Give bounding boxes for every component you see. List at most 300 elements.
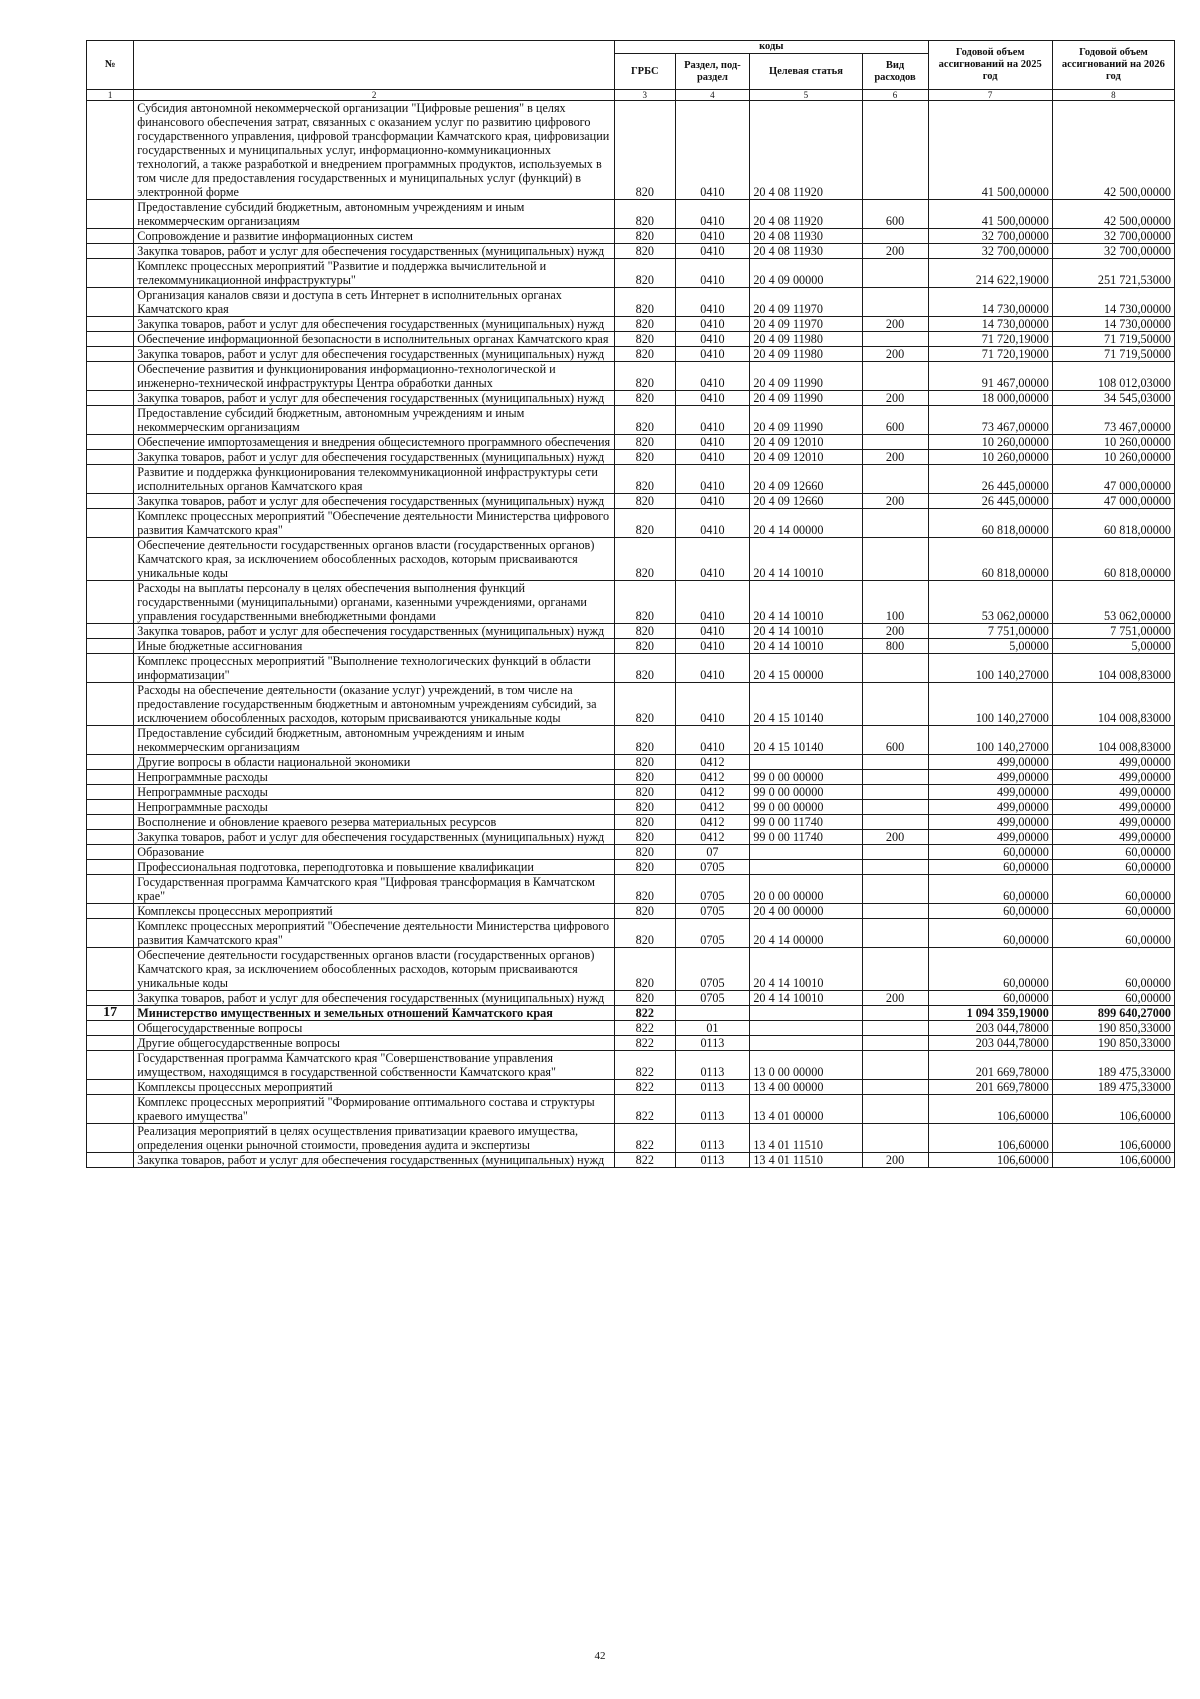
row-section: 0705 <box>675 948 750 991</box>
row-target: 20 4 09 00000 <box>750 259 862 288</box>
row-amount-2026: 60,00000 <box>1052 845 1174 860</box>
row-section: 0410 <box>675 654 750 683</box>
row-grbs: 822 <box>615 1006 676 1021</box>
row-grbs: 822 <box>615 1021 676 1036</box>
row-name: Закупка товаров, работ и услуг для обеспечения государственных (муниципальных) нужд <box>134 830 615 845</box>
row-number <box>87 904 134 919</box>
header-amount-2026: Годовой объем ассигнований на 2026 год <box>1052 41 1174 90</box>
row-name: Закупка товаров, работ и услуг для обеспечения государственных (муниципальных) нужд <box>134 391 615 406</box>
row-target: 20 4 14 10010 <box>750 991 862 1006</box>
row-amount-2026: 10 260,00000 <box>1052 450 1174 465</box>
table-row <box>87 1051 1175 1080</box>
table-row <box>87 860 1175 875</box>
row-number <box>87 639 134 654</box>
row-name: Образование <box>134 845 615 860</box>
row-target: 20 4 09 11990 <box>750 406 862 435</box>
row-expense-type <box>862 332 928 347</box>
row-grbs: 822 <box>615 1080 676 1095</box>
row-amount-2026: 190 850,33000 <box>1052 1021 1174 1036</box>
header-grbs: ГРБС <box>615 54 676 90</box>
table-row <box>87 683 1175 726</box>
table-row <box>87 406 1175 435</box>
row-amount-2026: 499,00000 <box>1052 770 1174 785</box>
row-target: 20 4 09 12010 <box>750 450 862 465</box>
row-name: Другие вопросы в области национальной экономики <box>134 755 615 770</box>
row-target <box>750 1036 862 1051</box>
row-number <box>87 435 134 450</box>
row-target: 99 0 00 00000 <box>750 770 862 785</box>
header-name <box>134 41 615 90</box>
row-amount-2025: 499,00000 <box>928 785 1052 800</box>
row-section: 0410 <box>675 347 750 362</box>
row-section: 0412 <box>675 770 750 785</box>
row-grbs: 820 <box>615 770 676 785</box>
row-target: 20 4 09 12660 <box>750 465 862 494</box>
table-row <box>87 830 1175 845</box>
row-number <box>87 406 134 435</box>
table-row <box>87 362 1175 391</box>
row-amount-2026: 899 640,27000 <box>1052 1006 1174 1021</box>
row-number <box>87 362 134 391</box>
table-row <box>87 875 1175 904</box>
row-target: 20 4 14 00000 <box>750 509 862 538</box>
row-amount-2026: 71 719,50000 <box>1052 332 1174 347</box>
row-amount-2025: 499,00000 <box>928 815 1052 830</box>
table-row <box>87 845 1175 860</box>
row-amount-2026: 104 008,83000 <box>1052 654 1174 683</box>
table-row <box>87 785 1175 800</box>
row-grbs: 820 <box>615 332 676 347</box>
row-grbs: 820 <box>615 450 676 465</box>
row-amount-2026: 104 008,83000 <box>1052 683 1174 726</box>
row-target: 20 4 09 11980 <box>750 332 862 347</box>
row-target: 20 4 08 11930 <box>750 244 862 259</box>
row-grbs: 820 <box>615 581 676 624</box>
row-section: 0113 <box>675 1124 750 1153</box>
row-number <box>87 875 134 904</box>
row-name: Предоставление субсидий бюджетным, автономным учреждениям и иным некоммерческим организациям <box>134 406 615 435</box>
row-amount-2025: 60 818,00000 <box>928 538 1052 581</box>
row-expense-type: 200 <box>862 1153 928 1168</box>
row-grbs: 820 <box>615 200 676 229</box>
row-target <box>750 1021 862 1036</box>
table-row <box>87 1021 1175 1036</box>
row-amount-2025: 26 445,00000 <box>928 465 1052 494</box>
row-amount-2026: 499,00000 <box>1052 815 1174 830</box>
row-number <box>87 200 134 229</box>
row-name: Иные бюджетные ассигнования <box>134 639 615 654</box>
row-amount-2025: 32 700,00000 <box>928 244 1052 259</box>
table-row <box>87 815 1175 830</box>
row-name: Обеспечение информационной безопасности в исполнительных органах Камчатского края <box>134 332 615 347</box>
row-expense-type <box>862 860 928 875</box>
row-section: 0410 <box>675 200 750 229</box>
row-amount-2026: 60,00000 <box>1052 991 1174 1006</box>
row-section: 0705 <box>675 991 750 1006</box>
row-grbs: 820 <box>615 244 676 259</box>
row-number <box>87 800 134 815</box>
row-expense-type <box>862 1051 928 1080</box>
row-name: Обеспечение деятельности государственных органов власти (государственных органов) Камчатского края, за исключением обособленных расходов, которым присваиваются уникальные коды <box>134 948 615 991</box>
row-expense-type: 800 <box>862 639 928 654</box>
row-amount-2026: 106,60000 <box>1052 1153 1174 1168</box>
row-expense-type: 200 <box>862 494 928 509</box>
row-target: 20 4 09 11990 <box>750 362 862 391</box>
row-amount-2026: 60 818,00000 <box>1052 538 1174 581</box>
row-name: Другие общегосударственные вопросы <box>134 1036 615 1051</box>
row-amount-2026: 5,00000 <box>1052 639 1174 654</box>
row-number <box>87 101 134 200</box>
row-expense-type <box>862 538 928 581</box>
row-section: 0410 <box>675 494 750 509</box>
row-number <box>87 830 134 845</box>
row-number <box>87 317 134 332</box>
row-amount-2025: 53 062,00000 <box>928 581 1052 624</box>
row-expense-type: 600 <box>862 406 928 435</box>
row-grbs: 820 <box>615 509 676 538</box>
row-number <box>87 288 134 317</box>
row-name: Комплекс процессных мероприятий "Выполнение технологических функций в области информатизации" <box>134 654 615 683</box>
row-target: 20 4 09 11990 <box>750 391 862 406</box>
row-name: Обеспечение импортозамещения и внедрения общесистемного программного обеспечения <box>134 435 615 450</box>
row-name: Непрограммные расходы <box>134 770 615 785</box>
row-number <box>87 347 134 362</box>
row-amount-2026: 189 475,33000 <box>1052 1051 1174 1080</box>
row-number <box>87 755 134 770</box>
row-expense-type <box>862 1021 928 1036</box>
row-section: 0410 <box>675 317 750 332</box>
row-section: 0410 <box>675 229 750 244</box>
row-grbs: 822 <box>615 1124 676 1153</box>
row-amount-2026: 60 818,00000 <box>1052 509 1174 538</box>
row-target: 20 4 15 10140 <box>750 683 862 726</box>
table-row <box>87 624 1175 639</box>
row-name: Комплекс процессных мероприятий "Обеспечение деятельности Министерства цифрового развития Камчатского края" <box>134 919 615 948</box>
row-name: Закупка товаров, работ и услуг для обеспечения государственных (муниципальных) нужд <box>134 450 615 465</box>
row-amount-2026: 53 062,00000 <box>1052 581 1174 624</box>
row-name: Непрограммные расходы <box>134 785 615 800</box>
row-amount-2025: 14 730,00000 <box>928 288 1052 317</box>
row-number <box>87 494 134 509</box>
row-grbs: 820 <box>615 347 676 362</box>
row-number <box>87 624 134 639</box>
row-amount-2025: 10 260,00000 <box>928 450 1052 465</box>
row-amount-2026: 71 719,50000 <box>1052 347 1174 362</box>
row-section: 0410 <box>675 450 750 465</box>
row-number <box>87 229 134 244</box>
row-number <box>87 991 134 1006</box>
row-expense-type <box>862 845 928 860</box>
row-section: 0113 <box>675 1080 750 1095</box>
row-amount-2025: 5,00000 <box>928 639 1052 654</box>
row-section: 07 <box>675 845 750 860</box>
row-target: 20 4 09 11970 <box>750 288 862 317</box>
row-section: 0410 <box>675 435 750 450</box>
row-name: Обеспечение деятельности государственных органов власти (государственных органов) Камчатского края, за исключением обособленных расходов, которым присваиваются уникальные коды <box>134 538 615 581</box>
row-expense-type <box>862 1036 928 1051</box>
row-grbs: 820 <box>615 406 676 435</box>
row-amount-2025: 100 140,27000 <box>928 683 1052 726</box>
table-row <box>87 991 1175 1006</box>
row-amount-2025: 14 730,00000 <box>928 317 1052 332</box>
row-amount-2025: 60,00000 <box>928 875 1052 904</box>
row-grbs: 820 <box>615 800 676 815</box>
row-expense-type <box>862 770 928 785</box>
row-amount-2025: 60,00000 <box>928 919 1052 948</box>
table-row <box>87 391 1175 406</box>
row-amount-2025: 7 751,00000 <box>928 624 1052 639</box>
row-target: 99 0 00 00000 <box>750 800 862 815</box>
row-target: 20 4 15 00000 <box>750 654 862 683</box>
row-name: Профессиональная подготовка, переподготовка и повышение квалификации <box>134 860 615 875</box>
table-row <box>87 800 1175 815</box>
row-target: 13 4 01 00000 <box>750 1095 862 1124</box>
row-name: Комплекс процессных мероприятий "Развитие и поддержка вычислительной и телекоммуникационной инфраструктуры" <box>134 259 615 288</box>
row-grbs: 820 <box>615 919 676 948</box>
row-number <box>87 1153 134 1168</box>
row-target: 20 4 08 11930 <box>750 229 862 244</box>
table-row <box>87 654 1175 683</box>
header-amount-2025: Годовой объем ассигнований на 2025 год <box>928 41 1052 90</box>
row-number <box>87 1124 134 1153</box>
table-row <box>87 509 1175 538</box>
row-grbs: 820 <box>615 101 676 200</box>
row-amount-2026: 499,00000 <box>1052 830 1174 845</box>
row-amount-2026: 14 730,00000 <box>1052 288 1174 317</box>
row-amount-2025: 499,00000 <box>928 770 1052 785</box>
row-grbs: 820 <box>615 435 676 450</box>
row-amount-2026: 60,00000 <box>1052 860 1174 875</box>
page-number: 42 <box>594 1650 606 1662</box>
row-number <box>87 1051 134 1080</box>
table-row <box>87 259 1175 288</box>
table-row <box>87 770 1175 785</box>
row-amount-2025: 41 500,00000 <box>928 101 1052 200</box>
table-row <box>87 1095 1175 1124</box>
table-row <box>87 948 1175 991</box>
row-section: 0410 <box>675 244 750 259</box>
header-target: Целевая статья <box>750 54 862 90</box>
row-grbs: 820 <box>615 991 676 1006</box>
row-grbs: 820 <box>615 465 676 494</box>
row-amount-2025: 100 140,27000 <box>928 726 1052 755</box>
row-grbs: 820 <box>615 229 676 244</box>
row-target: 99 0 00 11740 <box>750 815 862 830</box>
row-amount-2026: 106,60000 <box>1052 1095 1174 1124</box>
row-section: 0410 <box>675 406 750 435</box>
table-row <box>87 581 1175 624</box>
row-amount-2026: 47 000,00000 <box>1052 494 1174 509</box>
table-row <box>87 450 1175 465</box>
table-row <box>87 904 1175 919</box>
row-amount-2025: 100 140,27000 <box>928 654 1052 683</box>
row-amount-2025: 499,00000 <box>928 755 1052 770</box>
row-amount-2025: 499,00000 <box>928 800 1052 815</box>
row-expense-type <box>862 465 928 494</box>
column-index: 4 <box>675 90 750 101</box>
row-name: Организация каналов связи и доступа в сеть Интернет в исполнительных органах Камчатского края <box>134 288 615 317</box>
row-section: 0113 <box>675 1051 750 1080</box>
row-number <box>87 259 134 288</box>
row-amount-2025: 106,60000 <box>928 1095 1052 1124</box>
row-amount-2026: 47 000,00000 <box>1052 465 1174 494</box>
row-expense-type <box>862 815 928 830</box>
table-row <box>87 726 1175 755</box>
table-row <box>87 1080 1175 1095</box>
row-section: 0705 <box>675 919 750 948</box>
row-number <box>87 450 134 465</box>
table-row <box>87 465 1175 494</box>
row-name: Комплекс процессных мероприятий "Обеспечение деятельности Министерства цифрового развития Камчатского края" <box>134 509 615 538</box>
table-row <box>87 347 1175 362</box>
budget-table <box>86 40 1175 1168</box>
row-name: Комплексы процессных мероприятий <box>134 1080 615 1095</box>
row-expense-type <box>862 1006 928 1021</box>
row-section: 0410 <box>675 362 750 391</box>
row-section: 0410 <box>675 101 750 200</box>
row-number <box>87 391 134 406</box>
row-expense-type <box>862 785 928 800</box>
row-expense-type <box>862 1124 928 1153</box>
row-number <box>87 538 134 581</box>
row-section: 0705 <box>675 904 750 919</box>
row-name: Закупка товаров, работ и услуг для обеспечения государственных (муниципальных) нужд <box>134 244 615 259</box>
row-amount-2025: 32 700,00000 <box>928 229 1052 244</box>
row-amount-2025: 499,00000 <box>928 830 1052 845</box>
row-target: 20 4 08 11920 <box>750 101 862 200</box>
row-name: Обеспечение развития и функционирования информационно-технологической и инженерно-технической инфраструктуры Центра обработки данных <box>134 362 615 391</box>
row-number <box>87 785 134 800</box>
row-expense-type: 200 <box>862 391 928 406</box>
table-row <box>87 435 1175 450</box>
row-amount-2026: 60,00000 <box>1052 904 1174 919</box>
row-name: Предоставление субсидий бюджетным, автономным учреждениям и иным некоммерческим организациям <box>134 200 615 229</box>
table-row <box>87 332 1175 347</box>
row-amount-2026: 14 730,00000 <box>1052 317 1174 332</box>
row-name: Закупка товаров, работ и услуг для обеспечения государственных (муниципальных) нужд <box>134 1153 615 1168</box>
row-number <box>87 770 134 785</box>
row-name: Закупка товаров, работ и услуг для обеспечения государственных (муниципальных) нужд <box>134 991 615 1006</box>
row-section: 0410 <box>675 581 750 624</box>
row-expense-type: 200 <box>862 317 928 332</box>
row-grbs: 820 <box>615 860 676 875</box>
row-target: 99 0 00 00000 <box>750 785 862 800</box>
row-name: Непрограммные расходы <box>134 800 615 815</box>
column-index: 7 <box>928 90 1052 101</box>
row-amount-2025: 106,60000 <box>928 1153 1052 1168</box>
row-expense-type <box>862 362 928 391</box>
row-expense-type: 200 <box>862 244 928 259</box>
row-target <box>750 860 862 875</box>
row-expense-type <box>862 259 928 288</box>
row-section: 0410 <box>675 639 750 654</box>
row-target: 20 0 00 00000 <box>750 875 862 904</box>
row-grbs: 820 <box>615 904 676 919</box>
row-grbs: 820 <box>615 288 676 317</box>
row-name: Закупка товаров, работ и услуг для обеспечения государственных (муниципальных) нужд <box>134 624 615 639</box>
row-section: 0410 <box>675 332 750 347</box>
column-index: 5 <box>750 90 862 101</box>
row-amount-2026: 34 545,03000 <box>1052 391 1174 406</box>
row-section: 0410 <box>675 288 750 317</box>
row-number <box>87 948 134 991</box>
column-index: 1 <box>87 90 134 101</box>
table-row <box>87 229 1175 244</box>
row-grbs: 820 <box>615 654 676 683</box>
row-number <box>87 683 134 726</box>
row-section: 0113 <box>675 1153 750 1168</box>
row-number <box>87 919 134 948</box>
row-section: 0410 <box>675 726 750 755</box>
row-target: 20 4 08 11920 <box>750 200 862 229</box>
table-row <box>87 1153 1175 1168</box>
row-target: 20 4 00 00000 <box>750 904 862 919</box>
row-target: 13 0 00 00000 <box>750 1051 862 1080</box>
row-section: 0412 <box>675 800 750 815</box>
row-name: Реализация мероприятий в целях осуществления приватизации краевого имущества, определения оценки рыночной стоимости, проведения аудита и экспертизы <box>134 1124 615 1153</box>
table-row <box>87 538 1175 581</box>
row-number <box>87 1036 134 1051</box>
row-grbs: 820 <box>615 259 676 288</box>
row-grbs: 820 <box>615 948 676 991</box>
row-expense-type <box>862 1080 928 1095</box>
row-number <box>87 581 134 624</box>
row-amount-2026: 108 012,03000 <box>1052 362 1174 391</box>
row-amount-2025: 60,00000 <box>928 904 1052 919</box>
row-name: Сопровождение и развитие информационных систем <box>134 229 615 244</box>
header-number: № <box>87 41 134 90</box>
row-amount-2026: 73 467,00000 <box>1052 406 1174 435</box>
row-expense-type <box>862 435 928 450</box>
row-amount-2026: 60,00000 <box>1052 875 1174 904</box>
row-section: 0410 <box>675 538 750 581</box>
table-row <box>87 317 1175 332</box>
row-amount-2026: 7 751,00000 <box>1052 624 1174 639</box>
row-amount-2025: 73 467,00000 <box>928 406 1052 435</box>
table-row <box>87 288 1175 317</box>
row-amount-2026: 42 500,00000 <box>1052 200 1174 229</box>
row-name: Расходы на выплаты персоналу в целях обеспечения выполнения функций государственными (муниципальными) органами, казенными учреждениями, органами управления государственными внебюджетными фондами <box>134 581 615 624</box>
row-expense-type <box>862 229 928 244</box>
row-target: 13 4 00 00000 <box>750 1080 862 1095</box>
row-grbs: 822 <box>615 1095 676 1124</box>
row-target: 20 4 09 11980 <box>750 347 862 362</box>
row-grbs: 822 <box>615 1153 676 1168</box>
row-name: Комплекс процессных мероприятий "Формирование оптимального состава и структуры краевого имущества" <box>134 1095 615 1124</box>
row-expense-type <box>862 288 928 317</box>
row-grbs: 820 <box>615 755 676 770</box>
row-grbs: 820 <box>615 494 676 509</box>
row-name: Министерство имущественных и земельных отношений Камчатского края <box>134 1006 615 1021</box>
row-expense-type: 200 <box>862 347 928 362</box>
row-number <box>87 509 134 538</box>
row-expense-type <box>862 683 928 726</box>
row-grbs: 820 <box>615 815 676 830</box>
budget-page <box>86 40 1175 1168</box>
row-target: 20 4 09 12660 <box>750 494 862 509</box>
row-number <box>87 332 134 347</box>
row-section: 0412 <box>675 815 750 830</box>
row-number <box>87 1095 134 1124</box>
row-amount-2025: 203 044,78000 <box>928 1036 1052 1051</box>
row-amount-2025: 10 260,00000 <box>928 435 1052 450</box>
row-amount-2025: 60,00000 <box>928 948 1052 991</box>
row-number <box>87 1080 134 1095</box>
row-amount-2025: 71 720,19000 <box>928 332 1052 347</box>
row-target: 13 4 01 11510 <box>750 1153 862 1168</box>
row-name: Расходы на обеспечение деятельности (оказание услуг) учреждений, в том числе на предоставление государственным бюджетным и автономным учреждениям субсидий, за исключением обособленных расходов, которым присваиваются уникальные коды <box>134 683 615 726</box>
row-name: Закупка товаров, работ и услуг для обеспечения государственных (муниципальных) нужд <box>134 494 615 509</box>
